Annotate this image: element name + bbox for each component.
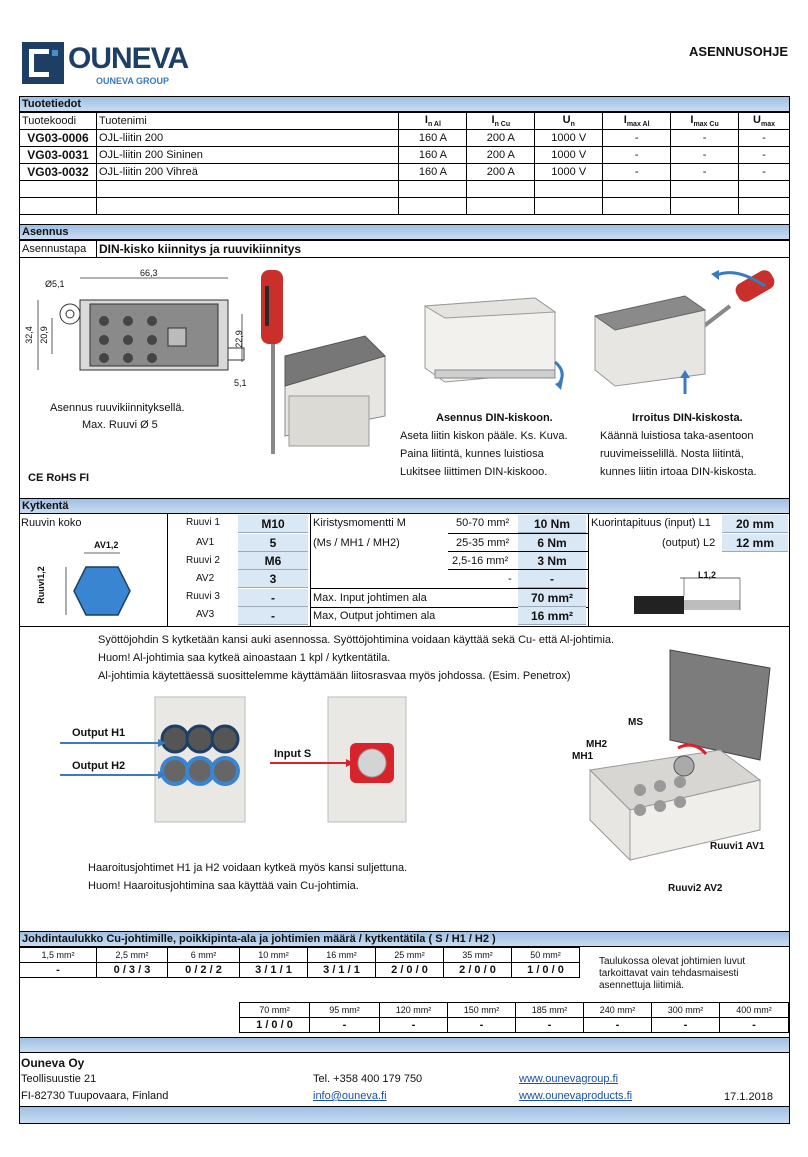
cu-value-cell: -	[380, 1018, 448, 1033]
torque-value-2: 6 Nm	[518, 534, 586, 552]
cu-footnote-2: tarkoittavat vain tehdasmaisesti	[599, 968, 739, 979]
mh1-label: MH1	[572, 751, 594, 762]
cell: -	[603, 130, 671, 147]
footer-web-group-link[interactable]: www.ounevagroup.fi	[519, 1073, 619, 1085]
ruuvi2-label: Ruuvi 2	[186, 555, 220, 566]
din-mount-image	[405, 292, 575, 392]
company-logo	[22, 42, 189, 88]
compliance-marks: CE RoHS FI	[28, 472, 90, 484]
dim-h3: 22,9	[233, 330, 244, 348]
cu-size-cell: 240 mm²	[584, 1003, 652, 1018]
table-header-row	[20, 113, 790, 130]
product-section-title: Tuotetiedot	[19, 96, 790, 112]
cu-sizes-row-1	[20, 948, 580, 963]
col-imax-al: $I_{max Al}$	[603, 113, 671, 130]
cu-value-cell: -	[448, 1018, 516, 1033]
screw-caption-1: Asennus ruuvikiinnityksellä.	[50, 402, 185, 414]
max-output-value: 16 mm²	[518, 607, 586, 625]
torque-value-3: 3 Nm	[518, 552, 586, 570]
output-h1-label: Output H1	[72, 727, 126, 739]
ms-label: MS	[628, 717, 643, 728]
brand-subtitle: OUNEVA GROUP	[96, 76, 170, 86]
col-code: Tuotekoodi	[20, 113, 97, 130]
din-title: Asennus DIN-kiskoon.	[436, 412, 553, 424]
removal-line-3: kunnes liitin irtoaa DIN-kiskosta.	[600, 466, 757, 478]
cell: -	[739, 147, 790, 164]
cell: 1000 V	[535, 147, 603, 164]
strip-input-value: 20 mm	[722, 515, 788, 533]
install-method-value: DIN-kisko kiinnitys ja ruuvikiinnitys	[97, 241, 790, 258]
cu-footnote-3: asennettuja liitimiä.	[599, 980, 685, 991]
footer-web-products-link[interactable]: www.ounevaproducts.fi	[519, 1090, 633, 1102]
strip-output-label: (output) L2	[662, 537, 716, 549]
footer-date: 17.1.2018	[724, 1091, 773, 1103]
footer-company: Ouneva Oy	[21, 1056, 85, 1070]
ruuvi2-value: M6	[238, 552, 308, 570]
screw-caption-2: Max. Ruuvi Ø 5	[82, 419, 158, 431]
product-table	[19, 112, 790, 215]
note-line-4: Haaroitusjohtimet H1 ja H2 voidaan kytkeä myös kansi suljettuna.	[88, 862, 408, 874]
col-umax: $U_{max}$	[739, 113, 790, 130]
cu-value-cell: -	[720, 1018, 789, 1033]
cu-size-cell: 95 mm²	[310, 1003, 380, 1018]
cu-size-cell: 1,5 mm²	[20, 948, 97, 963]
max-input-value: 70 mm²	[518, 589, 586, 607]
ruuvi2-av2-label: Ruuvi2 AV2	[668, 883, 723, 894]
torque-value-4: -	[518, 570, 586, 588]
cu-value-cell: 2 / 0 / 0	[444, 963, 512, 978]
cell: 160 A	[399, 164, 467, 181]
cu-value-cell: 0 / 2 / 2	[168, 963, 240, 978]
fig-av-label: AV1,2	[94, 540, 119, 550]
av3-label: AV3	[196, 609, 215, 620]
torque-range-1: 50-70 mm²	[456, 517, 510, 529]
ruuvi1-label: Ruuvi 1	[186, 517, 220, 528]
footer-email-link[interactable]: info@ouneva.fi	[313, 1090, 387, 1102]
ruuvi1-value: M10	[238, 515, 308, 533]
cu-value-cell: 1 / 0 / 0	[240, 1018, 310, 1033]
removal-title: Irroitus DIN-kiskosta.	[632, 412, 743, 424]
col-name: Tuotenimi	[96, 113, 399, 130]
dim-h4: 5,1	[234, 378, 247, 388]
cu-size-cell: 16 mm²	[308, 948, 376, 963]
cell: -	[739, 164, 790, 181]
din-line-1: Aseta liitin kiskon pääle. Ks. Kuva.	[400, 430, 568, 442]
av1-value: 5	[238, 534, 308, 552]
footer-street: Teollisuustie 21	[21, 1073, 97, 1085]
dim-h1: 32,4	[23, 326, 34, 344]
torque-range-4: -	[508, 573, 512, 585]
table-row	[20, 130, 790, 147]
av1-label: AV1	[196, 537, 215, 548]
note-line-1: Syöttöjohdin S kytketään kansi auki asennossa. Syöttöjohtimina voidaan käyttää sekä Cu- että Al-johtimia.	[98, 634, 615, 646]
din-line-3: Lukitsee liittimen DIN-kiskooo.	[400, 466, 548, 478]
cell: -	[671, 130, 739, 147]
cu-size-cell: 120 mm²	[380, 1003, 448, 1018]
screw-size-label: Ruuvin koko	[21, 517, 82, 529]
av2-label: AV2	[196, 573, 215, 584]
footer-tel: Tel. +358 400 179 750	[313, 1073, 423, 1085]
cell: -	[603, 147, 671, 164]
cell: -	[739, 130, 790, 147]
product-code: VG03-0031	[20, 147, 97, 164]
dim-hole: Ø5,1	[45, 279, 65, 289]
cu-size-cell: 400 mm²	[720, 1003, 789, 1018]
cell: 1000 V	[535, 164, 603, 181]
install-method-label: Asennustapa	[20, 241, 97, 258]
note-line-3: Al-johtimia käytettäessä suosittelemme käyttämään liitosrasvaa myös johdossa. (Esim. Penetrox)	[98, 670, 571, 682]
table-row	[20, 164, 790, 181]
removal-line-1: Käännä luistiosa taka-asentoon	[600, 430, 754, 442]
fig-l-label: L1,2	[698, 570, 717, 580]
torque-range-2: 25-35 mm²	[456, 537, 510, 549]
cu-value-cell: -	[20, 963, 97, 978]
ruuvi1-av1-label: Ruuvi1 AV1	[710, 841, 765, 852]
cu-size-cell: 6 mm²	[168, 948, 240, 963]
cell: 160 A	[399, 147, 467, 164]
cu-value-cell: 3 / 1 / 1	[308, 963, 376, 978]
dim-h2: 20,9	[38, 326, 49, 344]
ruuvi3-label: Ruuvi 3	[186, 591, 220, 602]
product-code: VG03-0032	[20, 164, 97, 181]
cu-size-cell: 185 mm²	[516, 1003, 584, 1018]
cu-value-cell: 2 / 0 / 0	[376, 963, 444, 978]
ruuvi3-value: -	[238, 589, 308, 607]
input-s-label: Input S	[274, 748, 312, 760]
cu-size-cell: 10 mm²	[240, 948, 308, 963]
din-removal-image	[585, 266, 785, 396]
col-imax-cu: $I_{max Cu}$	[671, 113, 739, 130]
product-name: OJL-liitin 200 Vihreä	[96, 164, 399, 181]
cu-values-row-2	[240, 1018, 789, 1033]
strip-input-label: Kuorintapituus (input) L1	[591, 517, 711, 529]
torque-value-1: 10 Nm	[518, 515, 586, 533]
document-title: ASENNUSOHJE	[689, 44, 788, 59]
cu-size-cell: 150 mm²	[448, 1003, 516, 1018]
cell: -	[603, 164, 671, 181]
cell: 1000 V	[535, 130, 603, 147]
cu-footnote-1: Taulukossa olevat johtimien luvut	[599, 956, 746, 967]
fig-ruuvi-label: Ruuvi1,2	[35, 566, 46, 604]
cu-value-cell: -	[652, 1018, 720, 1033]
cell: 160 A	[399, 130, 467, 147]
cu-value-cell: 0 / 3 / 3	[97, 963, 168, 978]
torque-sub: (Ms / MH1 / MH2)	[313, 537, 400, 549]
output-h2-label: Output H2	[72, 760, 126, 772]
av3-value: -	[238, 607, 308, 625]
cu-sizes-row-2	[240, 1003, 789, 1018]
max-input-label: Max. Input johtimen ala	[313, 592, 427, 604]
separator-band	[19, 1037, 790, 1053]
col-in-al: $I_{n Al}$	[399, 113, 467, 130]
footer-band	[19, 1106, 790, 1124]
install-method-table	[19, 240, 790, 258]
product-name: OJL-liitin 200	[96, 130, 399, 147]
cu-table-1	[19, 947, 580, 978]
cu-value-cell: -	[516, 1018, 584, 1033]
cu-value-cell: -	[310, 1018, 380, 1033]
cu-value-cell: 1 / 0 / 0	[512, 963, 580, 978]
table-row	[20, 147, 790, 164]
av2-value: 3	[238, 570, 308, 588]
col-in-cu: $I_{n Cu}$	[467, 113, 535, 130]
footer-city: FI-82730 Tuupovaara, Finland	[21, 1090, 169, 1102]
logo-mark-icon	[22, 42, 64, 84]
torque-label: Kiristysmomentti M	[313, 517, 406, 529]
cu-table-2	[239, 1002, 789, 1033]
cell: -	[671, 147, 739, 164]
din-line-2: Paina liitintä, kunnes luistiosa	[400, 448, 544, 460]
dim-width: 66,3	[140, 268, 158, 278]
cu-size-cell: 50 mm²	[512, 948, 580, 963]
cu-value-cell: 3 / 1 / 1	[240, 963, 308, 978]
cell: 200 A	[467, 164, 535, 181]
cu-value-cell: -	[584, 1018, 652, 1033]
table-row-empty	[20, 198, 790, 215]
screwdriver-connector-image	[255, 266, 395, 466]
strip-output-value: 12 mm	[722, 534, 788, 552]
cell: 200 A	[467, 130, 535, 147]
note-line-2: Huom! Al-johtimia saa kytkeä ainoastaan 1 kpl / kytkentätila.	[98, 652, 391, 664]
cu-values-row-1	[20, 963, 580, 978]
install-section-title: Asennus	[19, 224, 790, 240]
cell: 200 A	[467, 147, 535, 164]
cu-size-cell: 2,5 mm²	[97, 948, 168, 963]
cu-size-cell: 300 mm²	[652, 1003, 720, 1018]
cu-size-cell: 35 mm²	[444, 948, 512, 963]
cu-table-title: Johdintaulukko Cu-johtimille, poikkipinta-ala ja johtimien määrä / kytkentätila ( S / H1 / H2 )	[19, 931, 790, 947]
table-row-empty	[20, 181, 790, 198]
product-name: OJL-liitin 200 Sininen	[96, 147, 399, 164]
brand-name: OUNEVA	[68, 42, 189, 75]
removal-line-2: ruuvimeisselillä. Nosta liitintä,	[600, 448, 744, 460]
max-output-label: Max, Output johtimen ala	[313, 610, 436, 622]
note-line-5: Huom! Haaroitusjohtimina saa käyttää vain Cu-johtimia.	[88, 880, 359, 892]
col-un: $U_n$	[535, 113, 603, 130]
connect-section-title: Kytkentä	[19, 498, 790, 514]
cu-size-cell: 25 mm²	[376, 948, 444, 963]
product-code: VG03-0006	[20, 130, 97, 147]
hex-bolt-figure	[35, 545, 138, 620]
torque-range-3: 2,5-16 mm²	[452, 555, 509, 567]
mh2-label: MH2	[586, 739, 608, 750]
cell: -	[671, 164, 739, 181]
cu-size-cell: 70 mm²	[240, 1003, 310, 1018]
